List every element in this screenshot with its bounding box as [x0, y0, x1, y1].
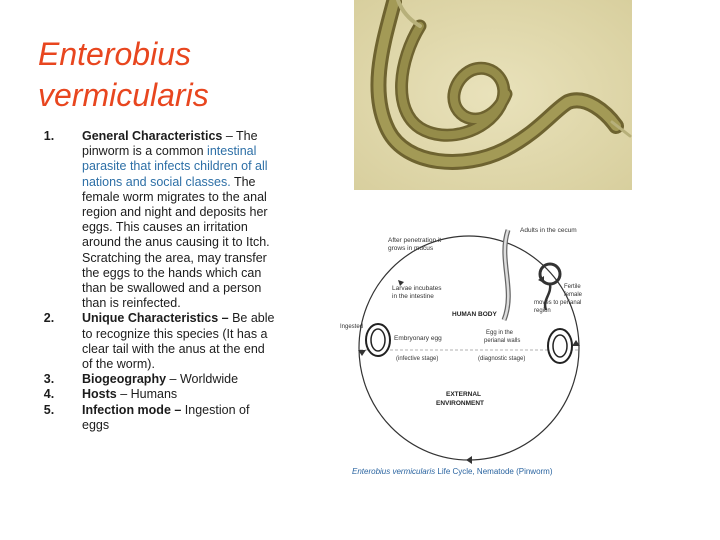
label-after-penetration: After penetration it: [388, 237, 442, 244]
list-item: [30, 311, 275, 372]
label-environment: ENVIRONMENT: [436, 400, 485, 407]
list-number: 2.: [43, 311, 55, 326]
list-number: 5.: [43, 402, 55, 417]
list-number: 3.: [43, 372, 55, 387]
label-adults: Adults in the cecum: [520, 227, 577, 234]
list-number: 4.: [43, 387, 55, 402]
label-ingested: Ingested: [340, 324, 364, 330]
label-human-body: HUMAN BODY: [452, 311, 497, 318]
label-external: EXTERNAL: [446, 391, 482, 398]
title-line-1: Enterobius: [38, 36, 191, 72]
item-label: Hosts: [82, 387, 117, 402]
cycle-circle: [359, 236, 582, 460]
label-region: region: [534, 308, 551, 314]
label-embryonic: Embryonary egg: [394, 335, 442, 342]
list-item: [30, 372, 275, 387]
diagram-caption: [352, 467, 553, 476]
item-text: Be able to recognize this species (It has a clear tail with the anus at the end of the worm).: [82, 311, 275, 372]
cycle-arrow: [466, 456, 472, 464]
label-grows-mucus: grows in mucus: [388, 245, 434, 252]
item-text-after: The female worm migrates to the anal region and night and deposits her eggs. This causes an irritation around the anus causing it to Itch. Scratching the area, may transfer the eggs to the hands which can than be swallowed and a person than is reinfected.: [82, 174, 270, 311]
characteristics-list: [30, 129, 275, 433]
label-larvae: Larvae incubates: [392, 285, 442, 292]
life-cycle-diagram: [338, 220, 600, 478]
label-perianal: perianal walls: [484, 338, 521, 344]
caption-rest: Life Cycle, Nematode (Pinworm): [435, 467, 553, 476]
title-line-2: vermicularis: [38, 77, 209, 113]
slide-title: [38, 34, 298, 116]
pinworm-micrograph: [354, 0, 632, 190]
list-item: [30, 129, 275, 311]
item-label: Infection mode –: [82, 402, 182, 417]
item-text: – Humans: [116, 387, 178, 402]
label-moves: moves to perianal: [534, 300, 582, 306]
caption-species: Enterobius vermicularis: [352, 467, 436, 476]
list-item: [30, 403, 275, 433]
item-text: – The pinworm is a common: [82, 129, 258, 159]
label-larvae-intestine: in the intestine: [392, 293, 434, 300]
item-text-highlight: intestinal parasite that infects children of all nations and social classes.: [82, 144, 268, 189]
label-fertile: Fertile: [564, 284, 581, 290]
item-label: General Characteristics: [82, 129, 223, 143]
list-number: 1.: [43, 129, 55, 143]
label-diagnostic: (diagnostic stage): [478, 356, 526, 362]
item-text: Ingestion of eggs: [82, 402, 250, 432]
label-infective: (infective stage): [396, 356, 439, 362]
label-egg: Egg in the: [486, 330, 514, 336]
list-item: [30, 387, 275, 402]
item-text: – Worldwide: [166, 372, 239, 387]
label-female: female: [564, 292, 583, 298]
perianal-egg-icon: [548, 329, 572, 363]
item-label: Unique Characteristics –: [82, 311, 229, 326]
female-worm-icon: [540, 264, 560, 284]
item-label: Biogeography: [82, 372, 167, 387]
